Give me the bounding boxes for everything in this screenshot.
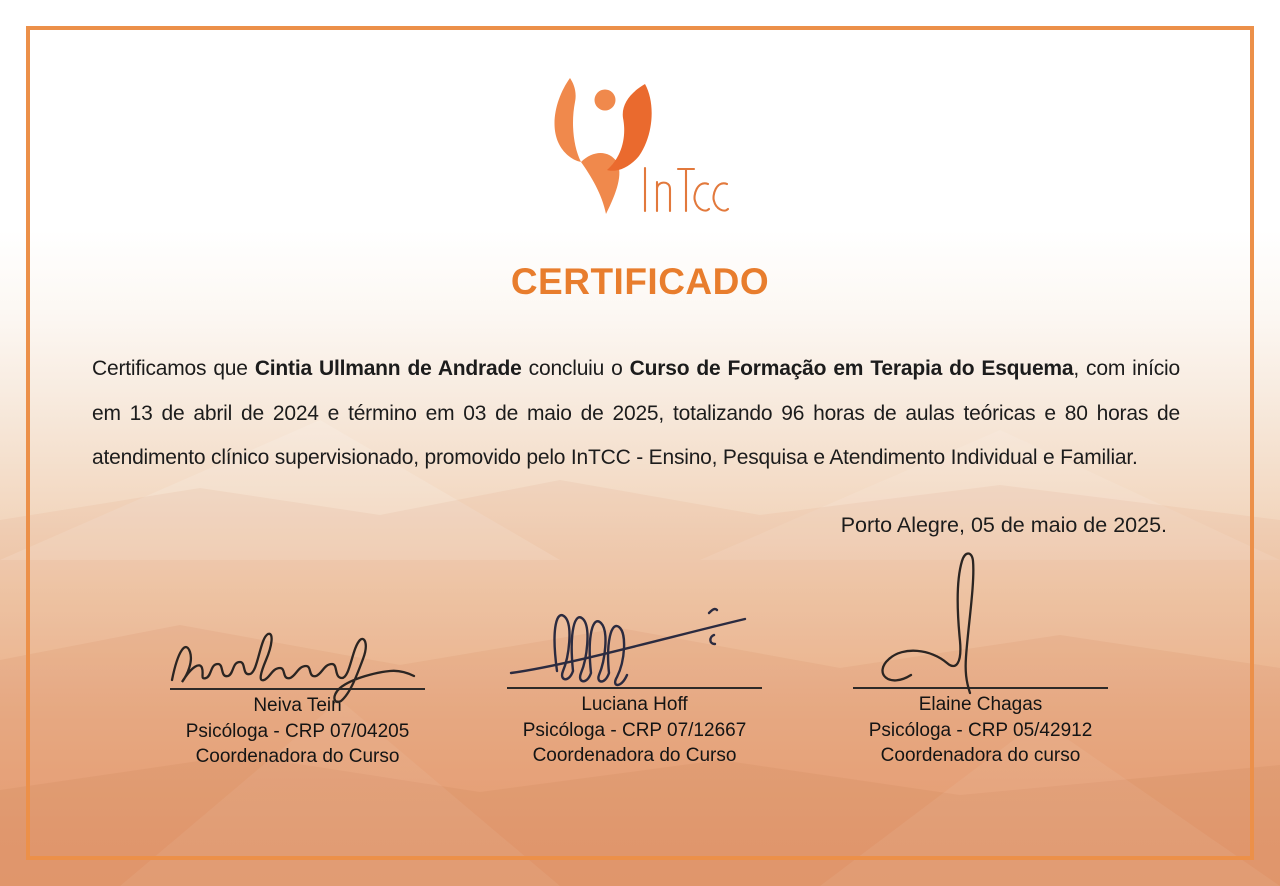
certificate-title: CERTIFICADO — [510, 261, 770, 302]
signature-block-neiva-tein — [170, 688, 425, 770]
signer-name: Luciana Hoff — [581, 694, 688, 715]
signature-block-elaine-chagas — [853, 687, 1108, 769]
signer-role: Coordenadora do Curso — [195, 746, 400, 767]
person-raised-arms-icon — [555, 78, 652, 214]
intcc-logo — [545, 74, 735, 219]
signer-name: Neiva Tein — [253, 695, 342, 716]
signer-credential: Psicóloga - CRP 07/12667 — [522, 719, 747, 741]
signer-credential: Psicóloga - CRP 05/42912 — [868, 719, 1093, 741]
signature-line — [507, 687, 762, 689]
intcc-wordmark — [645, 168, 728, 211]
signature-line — [853, 687, 1108, 689]
signer-name: Elaine Chagas — [918, 694, 1043, 715]
signature-block-luciana-hoff — [507, 687, 762, 769]
signer-credential: Psicóloga - CRP 07/04205 — [185, 720, 410, 742]
certificate-body-text: Certificamos que Cintia Ullmann de Andrade concluiu o Curso de Formação em Terapia do Esquema, com início em 13 de abril de 2024 e término em 03 de maio de 2025, totalizando 96 horas de aulas teóricas e 80 horas de atendimento clínico supervisionado, promovido pelo InTCC - Ensino, Pesquisa e Atendimento Individual e Familiar. — [92, 357, 1180, 469]
place-date-line: Porto Alegre, 05 de maio de 2025. — [840, 513, 1167, 537]
signer-role: Coordenadora do curso — [880, 745, 1081, 766]
signature-line — [170, 688, 425, 690]
signer-role: Coordenadora do Curso — [532, 745, 737, 766]
